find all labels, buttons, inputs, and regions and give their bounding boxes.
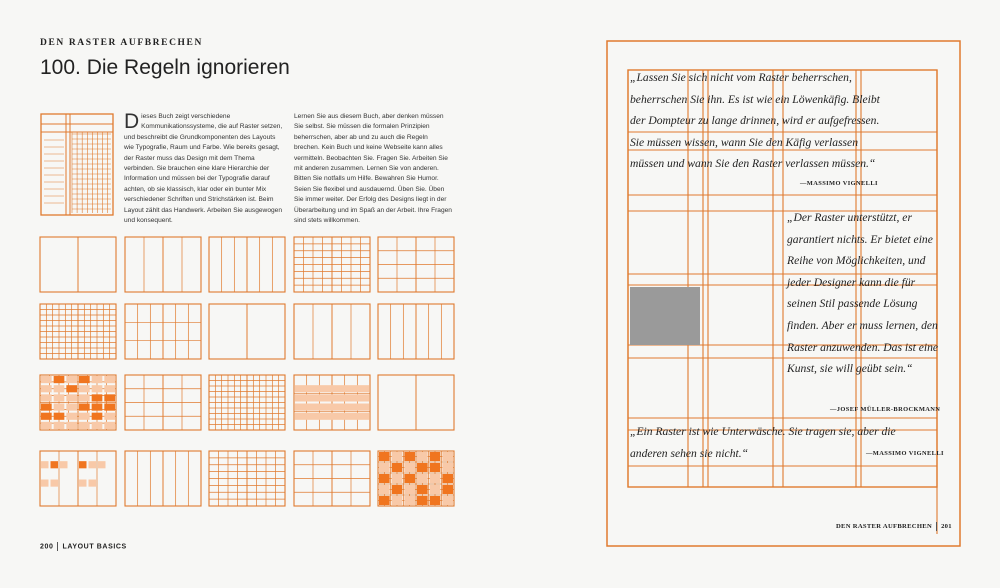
grid-cell-fill bbox=[41, 480, 49, 487]
grid-cell-fill bbox=[417, 474, 428, 483]
grid-cell-fill bbox=[79, 404, 90, 411]
grid-cell-fill bbox=[92, 404, 103, 411]
grid-cell-fill bbox=[379, 463, 390, 472]
grid-cell-fill bbox=[79, 394, 90, 401]
gray-image-placeholder bbox=[630, 287, 700, 345]
grid-cell-fill bbox=[417, 452, 428, 461]
grid-cell-fill bbox=[442, 485, 453, 494]
right-folio bbox=[836, 522, 952, 531]
right-running-footer: DEN RASTER AUFBRECHEN bbox=[836, 523, 933, 531]
grid-cell-fill bbox=[295, 394, 369, 401]
grid-cell-fill bbox=[41, 461, 49, 468]
grid-cell-fill bbox=[92, 413, 103, 420]
grid-cell-fill bbox=[54, 404, 65, 411]
grid-cell-fill bbox=[104, 404, 115, 411]
quote-vignelli-1: „Lassen Sie sich nicht vom Raster beherrschen, beherrschen Sie ihn. Es ist wie ein Löwenkäfig. Bleibt der Dompteur zu lange drinnen, wird er aufgefressen. Sie müssen wissen, wann Sie den Käfig verlassen müssen und wann Sie den Raster verlassen müssen.“ bbox=[630, 71, 880, 171]
grid-cell-fill bbox=[79, 413, 90, 420]
grid-cell-fill bbox=[79, 376, 90, 383]
quote-mueller-brockmann: „Der Raster unterstützt, er garantiert nichts. Er bietet eine Reihe von Möglichkeiten, und jeder Designer kann die für seinen Stil passende Lösung finden. Aber er muss lernen, den Raster anzuwenden. Das ist eine Kunst, sie will geübt sein.“ bbox=[787, 211, 939, 376]
grid-cell-fill bbox=[392, 463, 403, 472]
grid-cell-fill bbox=[79, 461, 87, 468]
grid-cell-fill bbox=[404, 463, 415, 472]
grid-cell-fill bbox=[66, 385, 77, 392]
grid-cell-fill bbox=[379, 452, 390, 461]
grid-cell-fill bbox=[54, 394, 65, 401]
grid-cell-fill bbox=[295, 413, 369, 420]
grid-cell-fill bbox=[104, 394, 115, 401]
grid-cell-fill bbox=[104, 413, 115, 420]
grid-cell-fill bbox=[66, 394, 77, 401]
grid-cell-fill bbox=[54, 385, 65, 392]
grid-cell-fill bbox=[51, 461, 59, 468]
grid-cell-fill bbox=[442, 496, 453, 505]
grid-cell-fill bbox=[98, 461, 106, 468]
grid-cell-fill bbox=[104, 422, 115, 429]
attribution-vignelli-1: —MASSIMO VIGNELLI bbox=[800, 180, 878, 187]
grid-cell-fill bbox=[66, 376, 77, 383]
grid-cell-fill bbox=[54, 413, 65, 420]
grid-cell-fill bbox=[430, 496, 441, 505]
grid-cell-fill bbox=[92, 385, 103, 392]
grid-cell-fill bbox=[79, 385, 90, 392]
grid-cell-fill bbox=[41, 385, 52, 392]
grid-cell-fill bbox=[92, 422, 103, 429]
grid-cell-fill bbox=[66, 404, 77, 411]
drop-cap: D bbox=[124, 110, 140, 133]
grid-cell-fill bbox=[430, 452, 441, 461]
grid-cell-fill bbox=[41, 413, 52, 420]
grid-cell-fill bbox=[104, 376, 115, 383]
grid-cell-fill bbox=[41, 394, 52, 401]
grid-cell-fill bbox=[392, 474, 403, 483]
grid-cell-fill bbox=[41, 376, 52, 383]
grid-cell-fill bbox=[54, 422, 65, 429]
grid-cell-fill bbox=[54, 376, 65, 383]
grid-cell-fill bbox=[430, 463, 441, 472]
column1-text: ieses Buch zeigt verschiedene Kommunikationssysteme, die auf Raster setzen, und beschreibt die Grundkomponenten des Layouts wie Typografie, Raum und Farbe. Wie bereits gesagt, der Raster muss das Design mit dem Thema verbinden. Sie brauchen eine klare Hierarchie der Information und müssen bei der Typografie darauf achten, ob sie klassisch, klar oder ein bunter Mix verschiedener Schriften und Strichstärken ist. Beim Layout zählt das Handwerk. Arbeiten Sie ausgewogen und konsequent. bbox=[124, 113, 283, 225]
quote-vignelli-2: „Ein Raster ist wie Unterwäsche. Sie tragen sie, aber die anderen sehen sie nicht.“ bbox=[630, 425, 896, 460]
folio-divider bbox=[936, 522, 937, 531]
grid-cell-fill bbox=[66, 422, 77, 429]
page-heading: 100. Die Regeln ignorieren bbox=[40, 56, 290, 79]
column2-text: Lernen Sie aus diesem Buch, aber denken müssen Sie selbst. Sie müssen die formalen Prinzipien beherrschen, aber ab und zu auch die Regeln brechen. Kein Buch und keine Webseite kann alles vermitteln. Beobachten Sie. Fragen Sie. Arbeiten Sie mit anderen zusammen. Lernen Sie von anderen. Bitten Sie notfalls um Hilfe. Bewahren Sie Humor. Seien Sie flexibel und ausdauernd. Üben Sie. Üben Sie immer weiter. Der Erfolg des Designs liegt in der Überarbeitung und im Spaß an der Arbeit. Ihre Fragen sind stets willkommen. bbox=[294, 113, 452, 225]
grid-cell-fill bbox=[392, 452, 403, 461]
large-grid-thumbnail bbox=[41, 114, 113, 215]
grid-cell-fill bbox=[442, 463, 453, 472]
grid-cell-fill bbox=[79, 422, 90, 429]
grid-cell-fill bbox=[41, 422, 52, 429]
grid-cell-fill bbox=[41, 404, 52, 411]
attribution-mueller-brockmann: —JOSEF MÜLLER-BROCKMANN bbox=[830, 406, 941, 413]
grid-cell-fill bbox=[379, 496, 390, 505]
grid-cell-fill bbox=[89, 461, 97, 468]
grid-cell-fill bbox=[430, 485, 441, 494]
grid-cell-fill bbox=[404, 485, 415, 494]
grid-cell-fill bbox=[417, 496, 428, 505]
grid-cell-fill bbox=[79, 480, 87, 487]
grid-cell-fill bbox=[295, 404, 369, 411]
grid-cell-fill bbox=[404, 474, 415, 483]
left-running-footer: LAYOUT BASICS bbox=[62, 543, 127, 551]
grid-cell-fill bbox=[92, 376, 103, 383]
grid-cell-fill bbox=[51, 480, 59, 487]
grid-cell-fill bbox=[89, 480, 97, 487]
grid-cell-fill bbox=[417, 485, 428, 494]
grid-cell-fill bbox=[442, 452, 453, 461]
attribution-vignelli-2: —MASSIMO VIGNELLI bbox=[866, 450, 944, 457]
grid-cell-fill bbox=[66, 413, 77, 420]
grid-cell-fill bbox=[392, 496, 403, 505]
grid-cell-fill bbox=[442, 474, 453, 483]
grid-cell-fill bbox=[430, 474, 441, 483]
grid-cell-fill bbox=[104, 385, 115, 392]
section-kicker: DEN RASTER AUFBRECHEN bbox=[40, 38, 203, 48]
left-page-number: 200 bbox=[40, 543, 54, 551]
grid-cell-fill bbox=[417, 463, 428, 472]
grid-cell-fill bbox=[379, 474, 390, 483]
grid-cell-fill bbox=[92, 394, 103, 401]
grid-cell-fill bbox=[404, 452, 415, 461]
grid-thumbnail-gallery bbox=[40, 237, 454, 506]
grid-cell-fill bbox=[392, 485, 403, 494]
right-page-number: 201 bbox=[941, 523, 952, 531]
grid-cell-fill bbox=[404, 496, 415, 505]
grid-cell-fill bbox=[60, 461, 68, 468]
grid-cell-fill bbox=[295, 385, 369, 392]
grid-cell-fill bbox=[379, 485, 390, 494]
